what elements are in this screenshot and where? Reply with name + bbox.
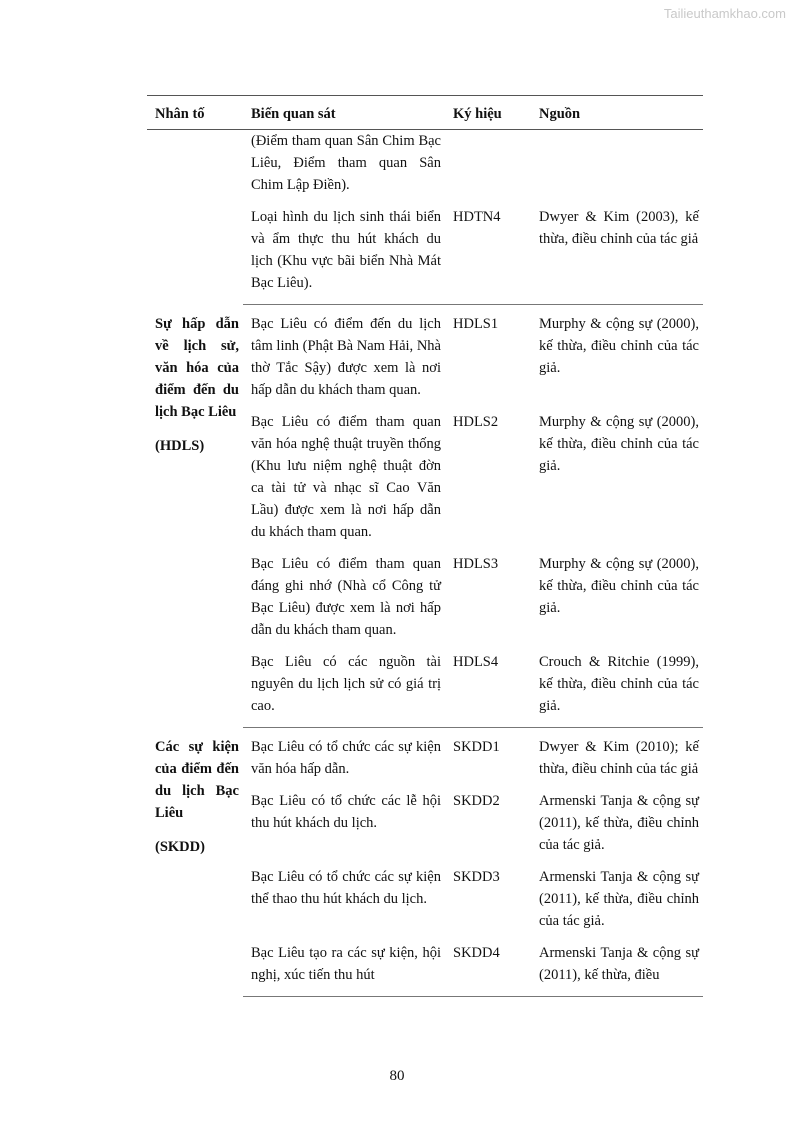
watermark: Tailieuthamkhao.com (663, 6, 786, 21)
source-cell: Dwyer & Kim (2003), kế thừa, điều chỉnh của tác giả (531, 206, 703, 305)
source-cell: Murphy & cộng sự (2000), kế thừa, điều chỉnh của tác giả. (539, 414, 699, 474)
factor-cell (147, 130, 243, 305)
factor-name: Các sự kiện của điểm đến du lịch Bạc Liêu (155, 738, 239, 821)
page-number: 80 (389, 1068, 405, 1084)
observed-variable-cell: Bạc Liêu có tổ chức các lễ hội thu hút khách du lịch. (251, 793, 441, 831)
survey-variables-table (147, 95, 703, 997)
observed-variable-cell: Loại hình du lịch sinh thái biển và ẩm thực thu hút khách du lịch (Khu vực bãi biển Nhà Mát Bạc Liêu). (243, 206, 445, 305)
table-row (147, 728, 703, 791)
source-cell: Armenski Tanja & cộng sự (2011), kế thừa, điều (531, 942, 703, 997)
symbol-cell: HDLS4 (445, 651, 531, 728)
header-source: Nguồn (531, 96, 703, 130)
symbol-cell (445, 130, 531, 207)
table-row (147, 130, 703, 207)
symbol-cell: HDLS2 (453, 414, 499, 430)
header-factor: Nhân tố (147, 96, 243, 130)
source-cell: Murphy & cộng sự (2000), kế thừa, điều chỉnh của tác giả. (539, 556, 699, 616)
symbol-cell: SKDD4 (445, 942, 531, 997)
source-cell: Crouch & Ritchie (1999), kế thừa, điều chỉnh của tác giả. (531, 651, 703, 728)
factor-code: (SKDD) (155, 838, 205, 855)
observed-variable-cell: Bạc Liêu có điểm tham quan đáng ghi nhớ (Nhà cổ Công tử Bạc Liêu) được xem là nơi hấp dẫn du khách tham quan. (251, 556, 441, 638)
source-cell: Dwyer & Kim (2010); kế thừa, điều chỉnh của tác giả (539, 739, 699, 777)
symbol-cell: SKDD3 (453, 869, 500, 885)
observed-variable-cell: Bạc Liêu có tổ chức các sự kiện thể thao thu hút khách du lịch. (251, 869, 441, 907)
source-cell: Murphy & cộng sự (2000), kế thừa, điều chỉnh của tác giả. (539, 316, 699, 376)
observed-variable-cell: Bạc Liêu tạo ra các sự kiện, hội nghị, xúc tiến thu hút (243, 942, 445, 997)
observed-variable-cell: Bạc Liêu có các nguồn tài nguyên du lịch lịch sử có giá trị cao. (243, 651, 445, 728)
table-row (147, 305, 703, 412)
observed-variable-cell: (Điểm tham quan Sân Chim Bạc Liêu, Điểm tham quan Sân Chim Lập Điền). (251, 133, 441, 193)
observed-variable-cell: Bạc Liêu có điểm đến du lịch tâm linh (Phật Bà Nam Hải, Nhà thờ Tắc Sậy) được xem là nơi hấp dẫn du khách tham quan. (251, 316, 441, 398)
symbol-cell: HDLS1 (453, 316, 499, 332)
factor-code: (HDLS) (155, 437, 205, 454)
factor-cell-skdd (147, 728, 243, 997)
source-cell (531, 130, 703, 207)
symbol-cell: HDTN4 (445, 206, 531, 305)
table-header-row (147, 96, 703, 130)
symbol-cell: SKDD2 (453, 793, 500, 809)
observed-variable-cell: Bạc Liêu có điểm tham quan văn hóa nghệ thuật truyền thống (Khu lưu niệm nghệ thuật đờn ca tài tử và nhạc sĩ Cao Văn Lầu) được xem là nơi hấp dẫn du khách tham quan. (251, 414, 441, 540)
factor-name: Sự hấp dẫn về lịch sử, văn hóa của điểm đến du lịch Bạc Liêu (155, 315, 239, 420)
source-cell: Armenski Tanja & cộng sự (2011), kế thừa, điều chỉnh của tác giả. (539, 869, 699, 929)
observed-variable-cell: Bạc Liêu có tổ chức các sự kiện văn hóa hấp dẫn. (251, 739, 441, 777)
symbol-cell: HDLS3 (453, 556, 499, 572)
source-cell: Armenski Tanja & cộng sự (2011), kế thừa, điều chỉnh của tác giả. (539, 793, 699, 853)
header-observed-variable: Biến quan sát (243, 96, 445, 130)
header-symbol: Ký hiệu (445, 96, 531, 130)
factor-cell-hdls (147, 305, 243, 728)
symbol-cell: SKDD1 (453, 739, 500, 755)
